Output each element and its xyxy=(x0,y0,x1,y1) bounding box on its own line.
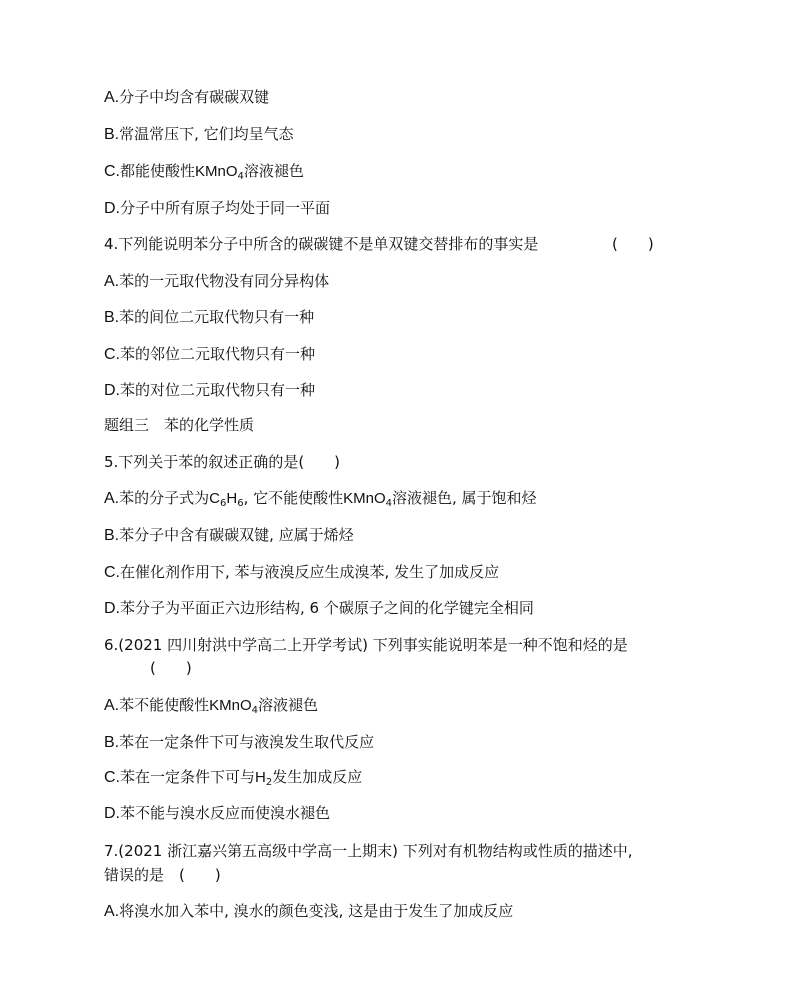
formula-subscript: 6 xyxy=(237,498,244,509)
option-label: C. xyxy=(104,346,120,363)
q5-option-a xyxy=(104,487,537,510)
q3-option-c xyxy=(104,160,304,183)
option-label: C. xyxy=(104,163,120,180)
option-text: 溶液褪色 xyxy=(243,162,304,180)
option-text: 苯在一定条件下可与 xyxy=(120,768,256,786)
option-text: 苯在一定条件下可与液溴发生取代反应 xyxy=(119,733,375,751)
q4-option-c xyxy=(104,343,315,366)
answer-blank: ( ) xyxy=(612,235,654,253)
formula-subscript: 4 xyxy=(237,171,244,182)
q5-option-b xyxy=(104,524,354,547)
q4-stem xyxy=(104,233,538,255)
option-text: 苯不能与溴水反应而使溴水褪色 xyxy=(120,804,331,822)
q6-stem xyxy=(104,634,628,656)
q6-answer-blank xyxy=(150,657,192,679)
q3-option-d xyxy=(104,197,330,220)
q6-option-c xyxy=(104,766,362,789)
option-label: D. xyxy=(104,805,120,822)
q4-option-b xyxy=(104,306,314,329)
section-title: 题组三 苯的化学性质 xyxy=(104,416,255,434)
q5-stem xyxy=(104,451,340,473)
question-stem: 7.(2021 浙江嘉兴第五高级中学高一上期末) 下列对有机物结构或性质的描述中, xyxy=(104,842,633,860)
option-label: A. xyxy=(104,697,120,714)
option-text: 苯的对位二元取代物只有一种 xyxy=(120,381,316,399)
option-label: B. xyxy=(104,126,120,143)
option-label: A. xyxy=(104,89,120,106)
option-label: C. xyxy=(104,564,120,581)
q3-option-b xyxy=(104,123,294,146)
option-label: B. xyxy=(104,734,120,751)
option-label: B. xyxy=(104,527,120,544)
option-text: 苯分子为平面正六边形结构, 6 个碳原子之间的化学键完全相同 xyxy=(120,599,534,617)
option-text: 苯的分子式为 xyxy=(119,489,210,507)
formula: C xyxy=(209,490,220,507)
option-text: 苯的间位二元取代物只有一种 xyxy=(119,308,315,326)
q7-option-a xyxy=(104,900,513,923)
option-text: 溶液褪色 xyxy=(258,696,319,714)
q5-option-d xyxy=(104,597,534,620)
formula: KMnO xyxy=(209,697,252,714)
option-label: C. xyxy=(104,769,120,786)
option-label: A. xyxy=(104,273,120,290)
option-text: 发生加成反应 xyxy=(272,768,363,786)
formula-subscript: 4 xyxy=(385,498,393,509)
question-stem: 6.(2021 四川射洪中学高二上开学考试) 下列事实能说明苯是一种不饱和烃的是 xyxy=(104,636,628,654)
q7-stem xyxy=(104,840,633,862)
option-text: 苯的一元取代物没有同分异构体 xyxy=(119,272,330,290)
option-label: A. xyxy=(104,490,120,507)
formula: H xyxy=(226,490,238,507)
option-text: 苯的邻位二元取代物只有一种 xyxy=(120,345,316,363)
option-label: A. xyxy=(104,903,120,920)
formula-subscript: 4 xyxy=(251,705,259,716)
q3-option-a xyxy=(104,86,269,109)
section-heading xyxy=(104,414,254,436)
q6-option-b xyxy=(104,731,374,754)
option-text: 苯分子中含有碳碳双键, 应属于烯烃 xyxy=(119,526,354,544)
question-stem: 5.下列关于苯的叙述正确的是( ) xyxy=(104,453,341,471)
option-text: 苯不能使酸性 xyxy=(119,696,210,714)
option-text: 常温常压下, 它们均呈气态 xyxy=(119,125,294,143)
option-text: 在催化剂作用下, 苯与液溴反应生成溴苯, 发生了加成反应 xyxy=(120,563,500,581)
option-text: , 它不能使酸性 xyxy=(243,489,344,507)
option-text: 分子中所有原子均处于同一平面 xyxy=(120,199,331,217)
question-stem: 4.下列能说明苯分子中所含的碳碳键不是单双键交替排布的事实是 xyxy=(104,235,539,253)
formula-subscript: 6 xyxy=(219,498,227,509)
q5-option-c xyxy=(104,561,499,584)
formula: KMnO xyxy=(343,490,386,507)
option-text: 将溴水加入苯中, 溴水的颜色变浅, 这是由于发生了加成反应 xyxy=(119,902,514,920)
option-text: 都能使酸性 xyxy=(120,162,196,180)
q4-answer-blank xyxy=(612,233,654,255)
option-label: D. xyxy=(104,600,120,617)
option-label: B. xyxy=(104,309,120,326)
q4-option-a xyxy=(104,270,329,293)
q6-option-d xyxy=(104,802,330,825)
q4-option-d xyxy=(104,379,315,402)
q6-option-a xyxy=(104,694,318,717)
formula: H xyxy=(255,769,266,786)
question-stem-continued: 错误的是 ( ) xyxy=(104,866,221,884)
option-text: 分子中均含有碳碳双键 xyxy=(119,88,270,106)
option-text: 溶液褪色, 属于饱和烃 xyxy=(392,489,537,507)
option-label: D. xyxy=(104,200,120,217)
answer-blank: ( ) xyxy=(150,659,192,677)
option-label: D. xyxy=(104,382,120,399)
formula: KMnO xyxy=(195,163,238,180)
formula-subscript: 2 xyxy=(265,777,273,788)
q7-stem-continued xyxy=(104,864,221,886)
